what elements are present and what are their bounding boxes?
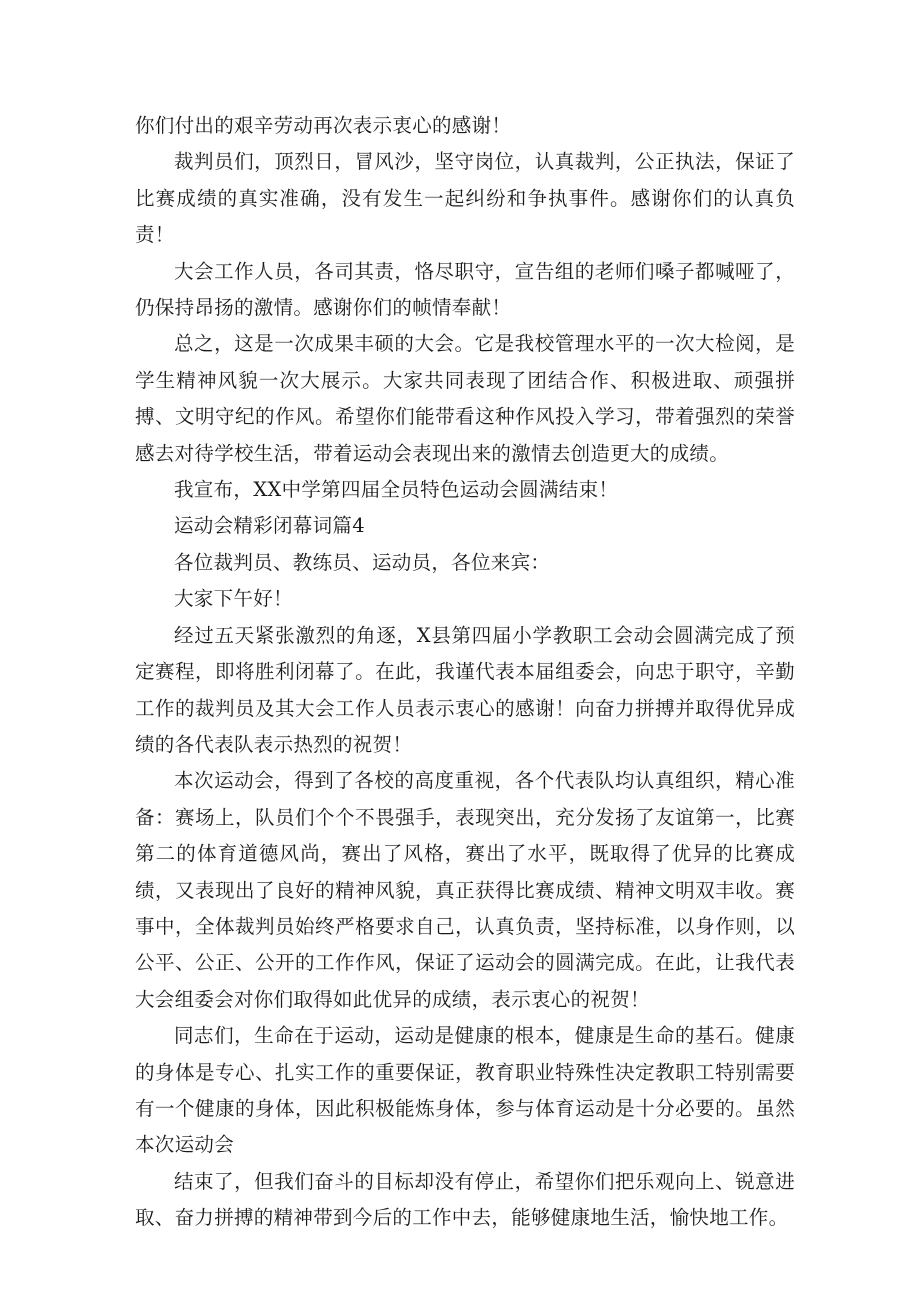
paragraph: 同志们，生命在于运动，运动是健康的根本，健康是生命的基石。健康的身体是专心、扎实工作的重要保证，教育职业特殊性决定教职工特别需要有一个健康的身体，因此积极能炼身体，参与体育运动是十分必要的。虽然本次运动会: [135, 1024, 795, 1157]
paragraph: 我宣布，XX中学第四届全员特色运动会圆满结束！: [174, 478, 619, 502]
paragraph: 总之，这是一次成果丰硕的大会。它是我校管理水平的一次大检阅，是学生精神风貌一次大展示。大家共同表现了团结合作、积极进取、顽强拼搏、文明守纪的作风。希望你们能带看这种作风投入学习，带着强烈的荣誉感去对待学校生活，带着运动会表现出来的激情去创造更大的成绩。: [135, 332, 795, 465]
document-body: [135, 108, 795, 1237]
salutation: 各位裁判员、教练员、运动员，各位来宾：: [174, 550, 551, 574]
paragraph: 大会工作人员，各司其责，恪尽职守，宣告组的老师们嗓子都喊哑了，仍保持昂扬的激情。感谢你们的帧情奉献！: [135, 259, 795, 320]
paragraph: 你们付出的艰辛劳动再次表示衷心的感谢！: [135, 114, 512, 137]
section-heading: 运动会精彩闭幕词篇4: [174, 514, 365, 538]
paragraph: 经过五天紧张激烈的角逐，X县第四届小学教职工会动会圆满完成了预定赛程，即将胜利闭幕了。在此，我谨代表本届组委会，向忠于职守，辛勤工作的裁判员及其大会工作人员表示衷心的感谢！向奋力拼搏并取得优异成绩的各代表队表示热烈的祝贺！: [135, 623, 795, 756]
greeting: 大家下午好！: [174, 587, 293, 611]
paragraph: 裁判员们，顶烈日，冒风沙，坚守岗位，认真裁判，公正执法，保证了比赛成绩的真实准确，没有发生一起纠纷和争执事件。感谢你们的认真负责！: [135, 150, 795, 247]
paragraph: 本次运动会，得到了各校的高度重视，各个代表队均认真组织，精心准备：赛场上，队员们个个不畏强手，表现突出，充分发扬了友谊第一，比赛第二的体育道德风尚，赛出了风格，赛出了水平，既取得了优异的比赛成绩，又表现出了良好的精神风貌，真正获得比赛成绩、精神文明双丰收。赛事中，全体裁判员始终严格要求自己，认真负责，坚持标准，以身作则，以公平、公正、公开的工作作风，保证了运动会的圆满完成。在此，让我代表大会组委会对你们取得如此优异的成绩，表示衷心的祝贺！: [135, 769, 795, 1011]
paragraph: 结束了，但我们奋斗的目标却没有停止，希望你们把乐观向上、锐意进取、奋力拼搏的精神带到今后的工作中去，能够健康地生活，愉快地工作。: [135, 1169, 795, 1230]
